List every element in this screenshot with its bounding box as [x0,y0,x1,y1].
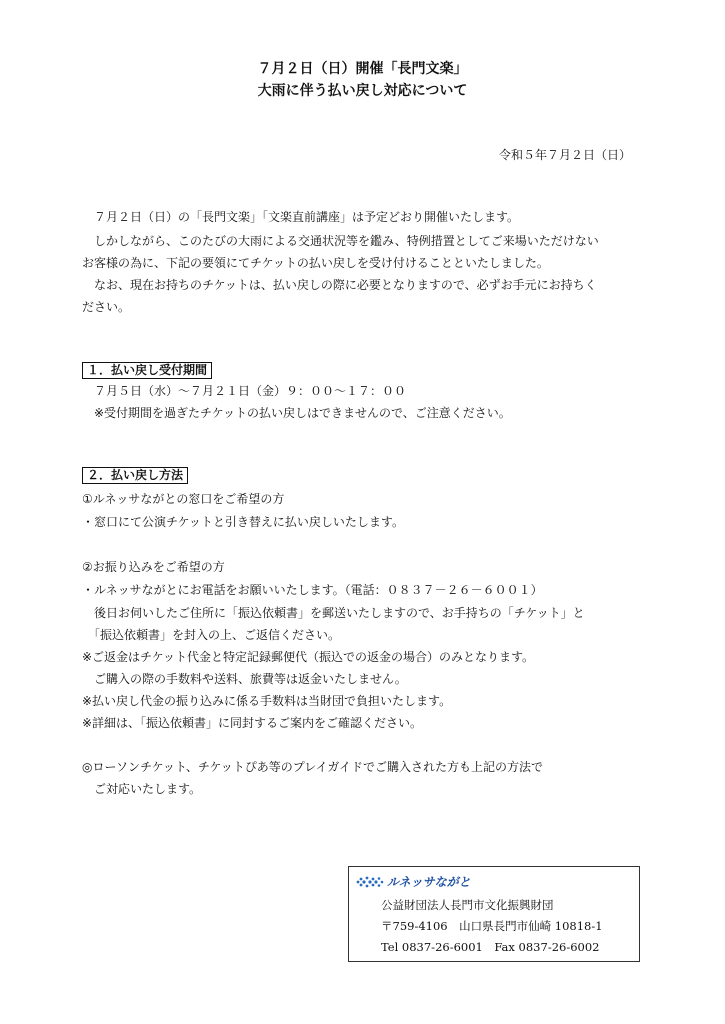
organization-address: 〒759-4106 山口県長門市仙崎 10818-1 [381,919,603,933]
organization-name: 公益財団法人長門市文化振興財団 [381,898,554,912]
method2-detail: 「振込依頼書」を封入の上、ご返信ください。 [82,628,341,642]
logo-text: ルネッサながと [387,875,471,889]
method2-note: ※ご返金はチケット代金と特定記録郵便代（振込での返金の場合）のみとなります。 [82,650,535,664]
method2-note: ご購入の際の手数料や送料、旅費等は返金いたしません。 [82,672,407,686]
organization-logo [356,873,471,890]
organization-contact: Tel 0837-26-6001 Fax 0837-26-6002 [381,940,600,954]
issue-date: 令和５年７月２日（日） [498,148,631,162]
playguide-note: ご対応いたします。 [82,782,202,796]
document-title-line2: 大雨に伴う払い戻し対応について [257,83,468,99]
section1-heading: １．払い戻し受付期間 [82,362,212,379]
method2-note: ※払い戻し代金の振り込みに係る手数料は当財団で負担いたします。 [82,694,452,708]
logo-dots-icon [356,875,384,889]
intro-line: ださい。 [82,300,131,314]
method2-detail: 後日お伺いしたご住所に「振込依頼書」を郵送いたしますので、お手持ちの「チケット」と [82,606,585,620]
organization-stamp-box [348,866,640,962]
method1-title: ①ルネッサながとの窓口をご希望の方 [82,492,285,506]
refund-period: ７月５日（水）～７月２１日（金）９：００～１７：００ [82,384,407,398]
method2-detail: ・ルネッサながとにお電話をお願いいたします。（電話：０８３７－２６－６００１） [82,583,543,597]
intro-line: なお、現在お持ちのチケットは、払い戻しの際に必要となりますので、必ずお手元にお持ちく [82,278,597,292]
intro-line: しかしながら、このたびの大雨による交通状況等を鑑み、特例措置としてご来場いただけない [82,234,599,248]
section2-heading: ２．払い戻し方法 [82,467,188,484]
playguide-note: ◎ローソンチケット、チケットぴあ等のプレイガイドでご購入された方も上記の方法で [82,760,543,774]
document-title-line1: ７月２日（日）開催「長門文楽」 [257,61,468,77]
method2-note: ※詳細は、「振込依頼書」に同封するご案内をご確認ください。 [82,716,423,730]
intro-line: お客様の為に、下記の要領にてチケットの払い戻しを受け付けることといたしました。 [82,256,549,270]
refund-period-note: ※受付期間を過ぎたチケットの払い戻しはできませんので、ご注意ください。 [82,406,511,420]
method1-detail: ・窓口にて公演チケットと引き替えに払い戻しいたします。 [82,515,404,529]
intro-line: ７月２日（日）の「長門文楽」「文楽直前講座」は予定どおり開催いたします。 [82,210,520,224]
method2-title: ②お振り込みをご希望の方 [82,560,225,574]
